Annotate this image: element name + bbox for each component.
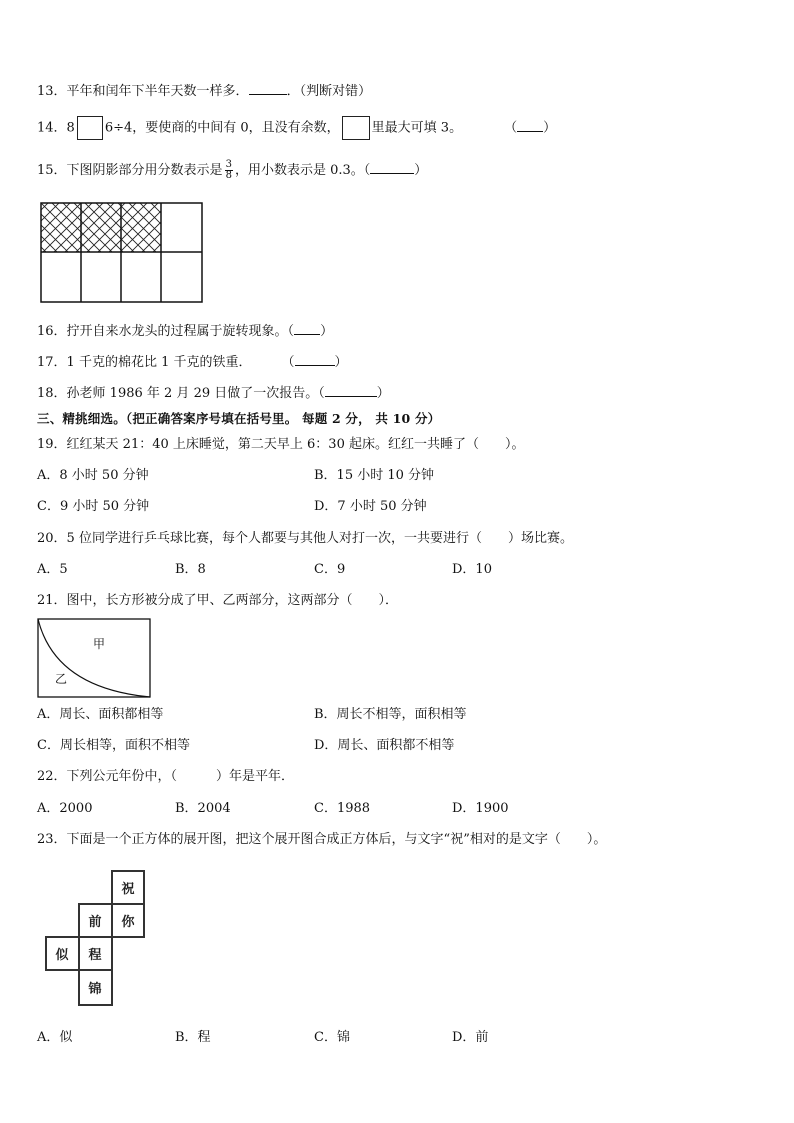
option-d[interactable]: D．前	[452, 1030, 489, 1045]
answer-blank[interactable]	[517, 119, 543, 132]
shaded-cell	[41, 203, 81, 252]
option-c[interactable]: C．1988	[314, 801, 371, 816]
fraction: $\frac{3}{8}$	[225, 159, 232, 181]
option-c[interactable]: C．9	[314, 562, 346, 577]
question-16: 16．拧开自来水龙头的过程属于旋转现象。（ ）	[37, 324, 334, 339]
question-19: 19．红红某天 21：40 上床睡觉，第二天早上 6：30 起床。红红一共睡了（ ）。	[37, 437, 525, 452]
net-face-qian: 前	[88, 915, 102, 930]
option-d[interactable]: D．周长、面积都不相等	[314, 738, 455, 753]
answer-blank[interactable]	[325, 384, 377, 397]
question-20: 20．5 位同学进行乒乓球比赛，每个人都要与其他人对打一次，一共要进行（ ）场比赛。	[37, 531, 573, 546]
option-a[interactable]: A．似	[37, 1030, 73, 1045]
question-15: 15．下图阴影部分用分数表示是 $\frac{3}{8}$ ，用小数表示是 0.3。（ ）	[37, 159, 428, 181]
answer-blank[interactable]	[294, 322, 320, 335]
option-a[interactable]: A．5	[37, 562, 68, 577]
question-18: 18．孙老师 1986 年 2 月 29 日做了一次报告。（ ）	[37, 386, 390, 401]
net-face-cheng: 程	[88, 948, 102, 963]
shaded-grid-figure	[39, 201, 205, 304]
digit-box[interactable]	[342, 116, 370, 140]
net-face-si: 似	[55, 948, 69, 963]
cube-net-figure	[44, 869, 148, 1009]
option-b[interactable]: B．周长不相等，面积相等	[314, 707, 467, 722]
option-d[interactable]: D．7 小时 50 分钟	[314, 499, 427, 514]
option-a[interactable]: A．8 小时 50 分钟	[37, 468, 149, 483]
option-b[interactable]: B．15 小时 10 分钟	[314, 468, 435, 483]
region-label-jia: 甲	[93, 637, 106, 651]
question-23: 23．下面是一个正方体的展开图，把这个展开图合成正方体后，与文字“祝”相对的是文字（ ）。	[37, 832, 607, 847]
option-b[interactable]: B．2004	[175, 801, 231, 816]
rectangle-figure	[37, 618, 152, 699]
option-a[interactable]: A．周长、面积都相等	[37, 707, 164, 722]
question-21: 21．图中，长方形被分成了甲、乙两部分，这两部分（ ）．	[37, 593, 399, 608]
answer-blank[interactable]	[249, 82, 287, 95]
digit-box[interactable]	[77, 116, 103, 140]
question-22: 22．下列公元年份中，（ ）年是平年．	[37, 769, 295, 784]
option-c[interactable]: C．周长相等，面积不相等	[37, 738, 190, 753]
option-c[interactable]: C．锦	[314, 1030, 350, 1045]
question-13-text: 平年和闰年下半年天数一样多．	[66, 84, 249, 99]
answer-blank[interactable]	[295, 353, 335, 366]
net-face-jin: 锦	[88, 982, 102, 997]
question-14: 14．8 6÷4，要使商的中间有 0，且没有余数， 里最大可填 3。 （ ）	[37, 116, 556, 140]
net-face-ni: 你	[121, 915, 135, 930]
shaded-cell	[81, 203, 121, 252]
net-face-zhu: 祝	[121, 882, 135, 897]
option-d[interactable]: D．1900	[452, 801, 509, 816]
option-d[interactable]: D．10	[452, 562, 492, 577]
question-17: 17．1 千克的棉花比 1 千克的铁重． （ ）	[37, 355, 348, 370]
option-b[interactable]: B．程	[175, 1030, 211, 1045]
section-heading: 三、精挑细选。（把正确答案序号填在括号里。 每题 2 分， 共 10 分）	[37, 411, 441, 426]
option-c[interactable]: C．9 小时 50 分钟	[37, 499, 150, 514]
option-b[interactable]: B．8	[175, 562, 206, 577]
option-a[interactable]: A．2000	[37, 801, 93, 816]
question-13: 13．平年和闰年下半年天数一样多． ．（判断对错）	[37, 84, 372, 99]
region-label-yi: 乙	[55, 672, 68, 686]
answer-blank[interactable]	[370, 161, 414, 174]
shaded-cell	[121, 203, 161, 252]
